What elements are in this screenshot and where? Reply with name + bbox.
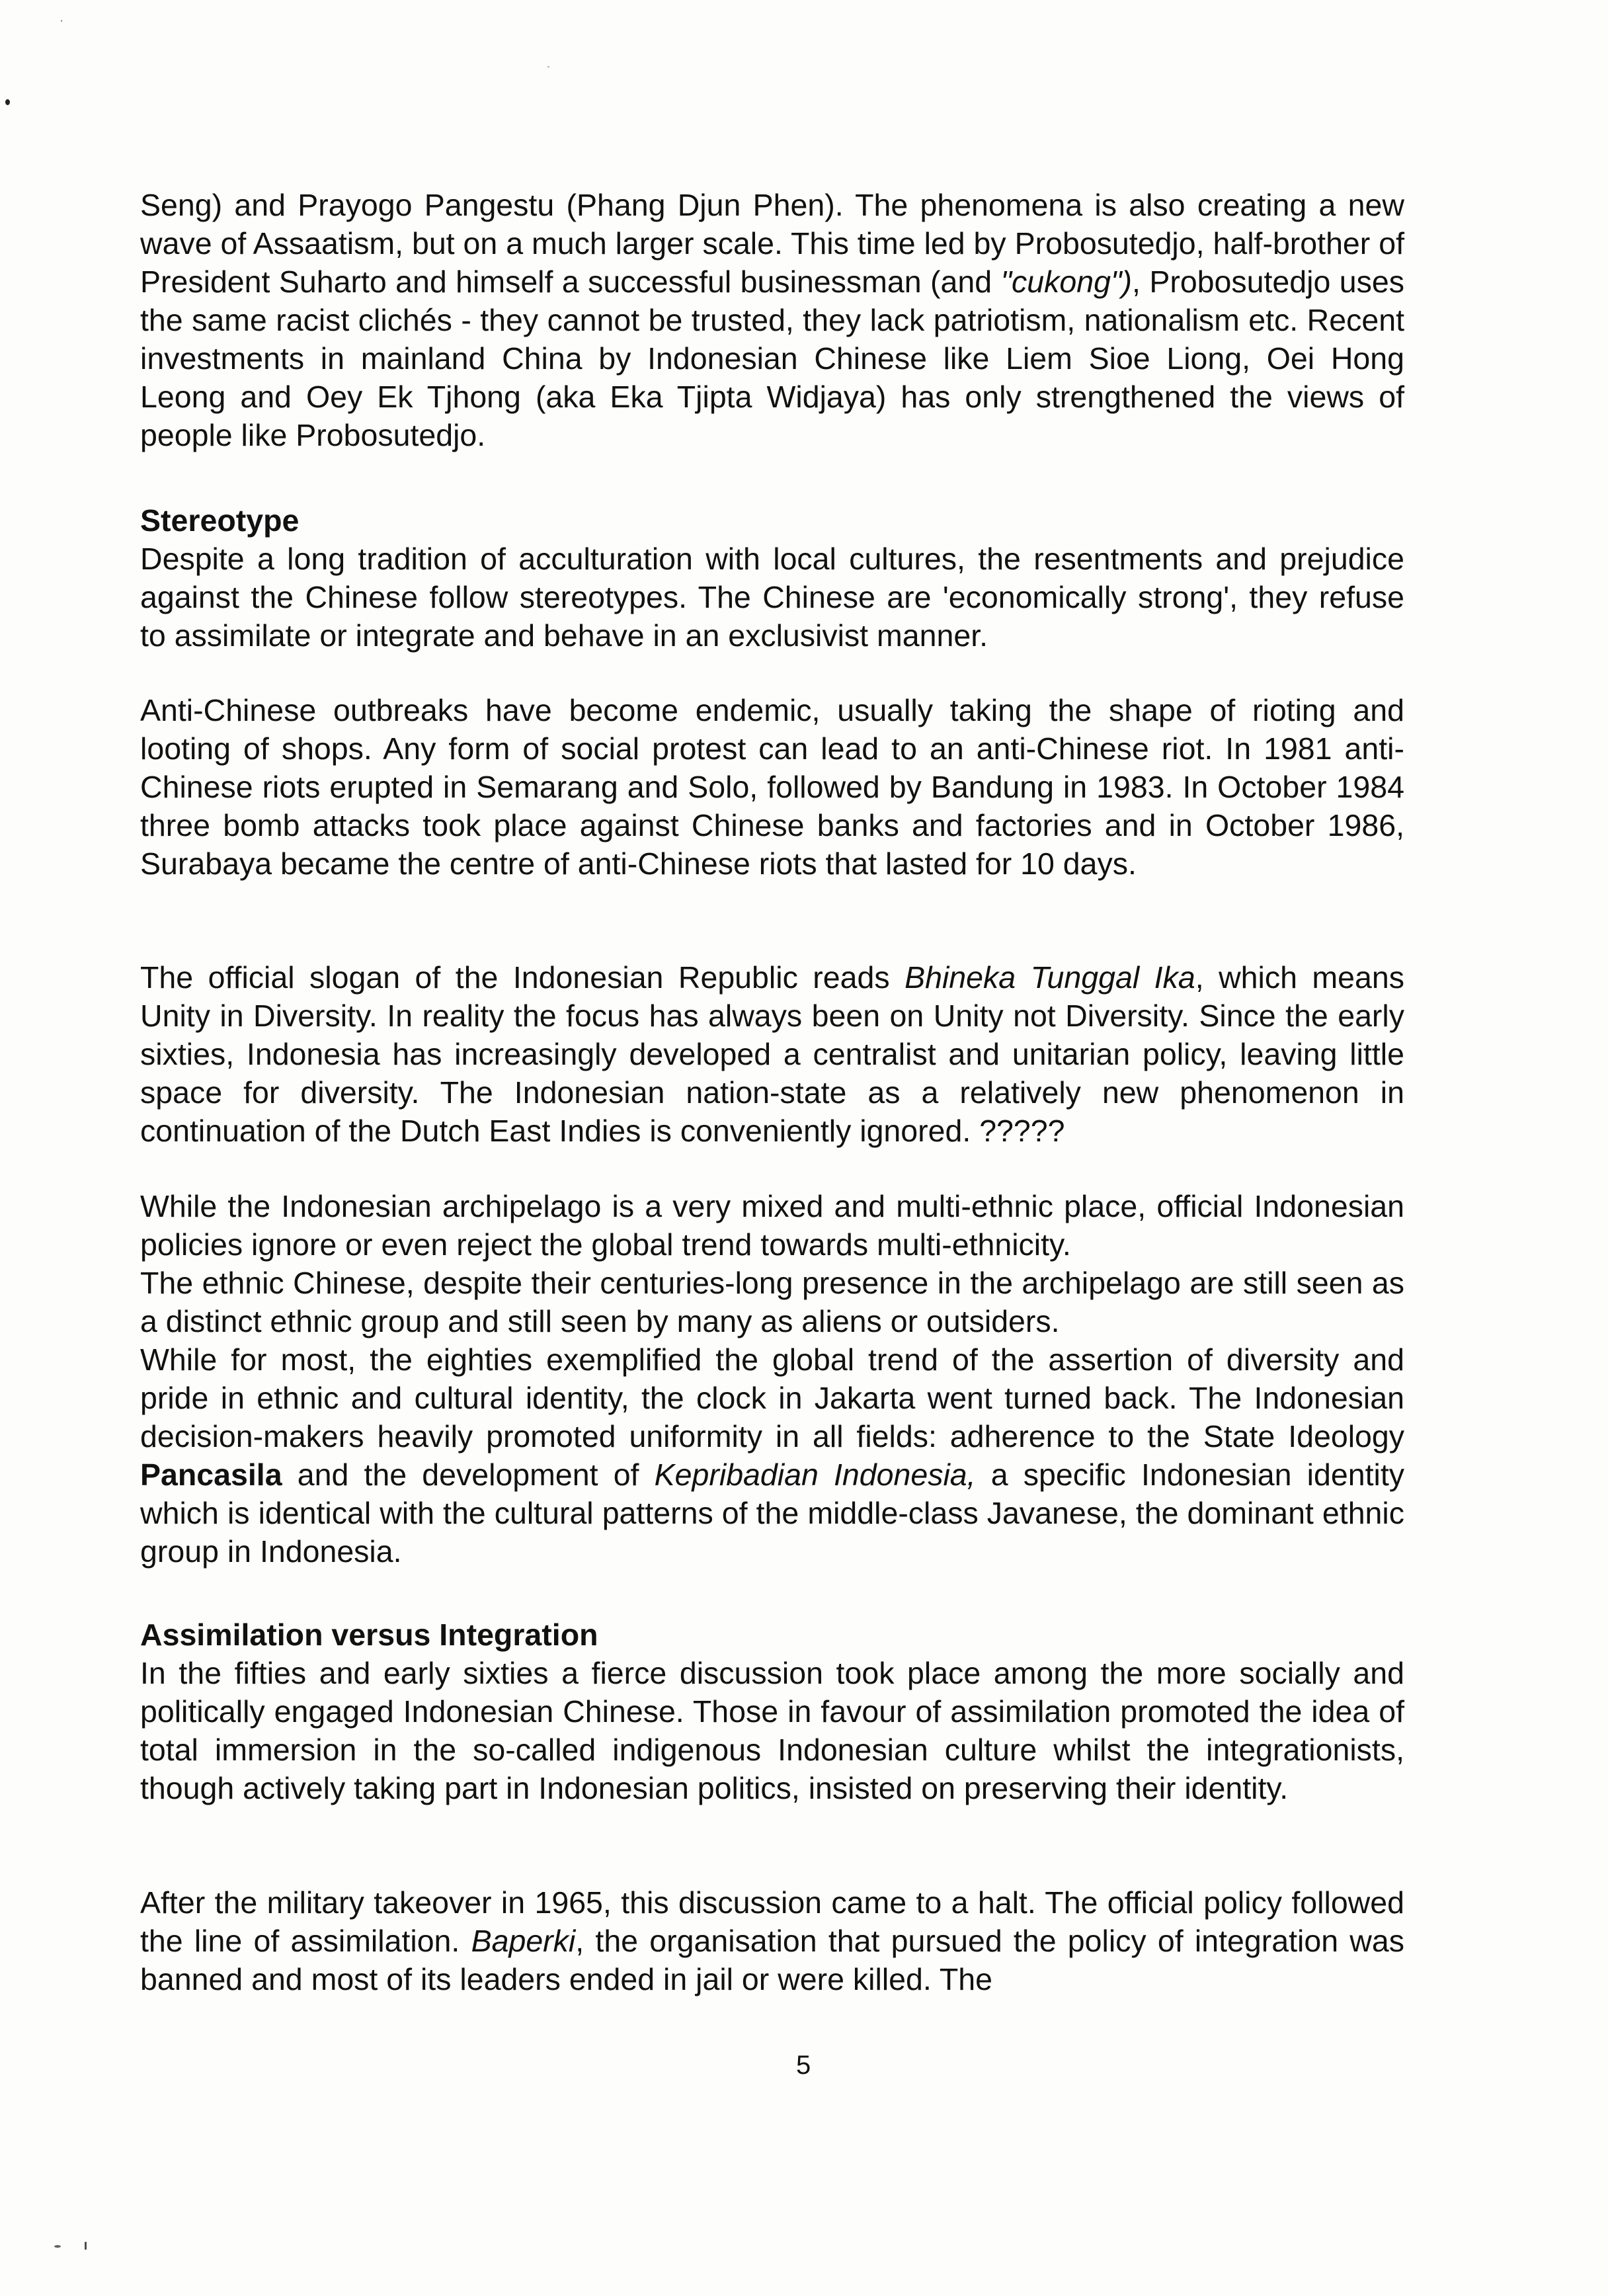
pancasila-term: Pancasila bbox=[140, 1457, 282, 1492]
baperki-term: Baperki bbox=[471, 1924, 576, 1958]
scan-speck bbox=[61, 20, 62, 22]
paragraph-text: While for most, the eighties exemplified the global trend of the assertion of diversity and pride in ethnic and cultural identity, the clock in Jakarta went turned back. The Indonesian decision-makers heavily promoted uniformity in all fields: adherence to the State Ideology bbox=[140, 1342, 1404, 1454]
body-paragraph: In the fifties and early sixties a fierce discussion took place among the more socially and politically engaged Indonesian Chinese. Those in favour of assimilation promoted the idea of total immersion in the so-called indigenous Indonesian culture whilst the integrationists, though actively taking part in Indonesian politics, insisted on preserving their identity. bbox=[140, 1656, 1404, 1805]
paragraph-text: The official slogan of the Indonesian Republic reads bbox=[140, 960, 905, 995]
body-paragraph bbox=[140, 1187, 1404, 1264]
cukong-term: "cukong") bbox=[1000, 265, 1132, 299]
paragraph-text: , the organisation that pursued the policy of integration was banned and most of its leaders ended in jail or were killed. The bbox=[140, 1924, 1404, 1996]
body-paragraph bbox=[140, 186, 1404, 454]
section-heading-stereotype: Stereotype bbox=[140, 503, 300, 538]
national-slogan: Bhineka Tunggal Ika bbox=[904, 960, 1195, 995]
scan-speck bbox=[54, 2245, 61, 2248]
paragraph-text: and the development of bbox=[282, 1457, 655, 1492]
body-paragraph bbox=[140, 958, 1404, 1150]
section-heading-assimilation: Assimilation versus Integration bbox=[140, 1618, 598, 1652]
scan-speck bbox=[5, 99, 10, 105]
paragraph-text: The ethnic Chinese, despite their centuries-long presence in the archipelago are still seen as a distinct ethnic group and still seen by many as aliens or outsiders. bbox=[140, 1266, 1404, 1338]
paragraph-text: a specific Indonesian identity which is identical with the cultural patterns of the middle-class Javanese, the dominant ethnic group in Indonesia. bbox=[140, 1457, 1404, 1569]
body-paragraph: Despite a long tradition of acculturation with local cultures, the resentments and prejudice against the Chinese follow stereotypes. The Chinese are 'economically strong', they refuse to assimilate or integrate and behave in an exclusivist manner. bbox=[140, 542, 1404, 653]
paragraph-text: After the military takeover in 1965, this discussion came to a halt. The official policy followed the line of assimilation. bbox=[140, 1885, 1404, 1958]
paragraph-text: Seng) and Prayogo Pangestu (Phang Djun Phen). The phenomena is also creating a new wave of Assaatism, but on a much larger scale. This time led by Probosutedjo, half-brother of President Suharto and himself a successful businessman (and bbox=[140, 188, 1404, 299]
body-paragraph bbox=[140, 1264, 1404, 1340]
body-paragraph bbox=[140, 1340, 1404, 1571]
scan-speck bbox=[547, 66, 549, 67]
paragraph-text: , Probosutedjo uses the same racist clichés - they cannot be trusted, they lack patriotism, nationalism etc. Recent investments in mainland China by Indonesian Chinese like Liem Sioe Liong, Oei Hong Leong and Oey Ek Tjhong (aka Eka Tjipta Widjaya) has only strengthened the views of people like Probosutedjo. bbox=[140, 265, 1404, 452]
kepribadian-term: Kepribadian Indonesia, bbox=[654, 1457, 976, 1492]
scan-speck bbox=[85, 2242, 87, 2250]
paragraph-text: While the Indonesian archipelago is a very mixed and multi-ethnic place, official Indonesian policies ignore or even reject the global trend towards multi-ethnicity. bbox=[140, 1189, 1404, 1262]
paragraph-text: , which means Unity in Diversity. In reality the focus has always been on Unity not Diversity. Since the early sixties, Indonesia has increasingly developed a centralist and unitarian policy, leaving little space for diversity. The Indonesian nation-state as a relatively new phenomenon in continuation of the Dutch East Indies is conveniently ignored. ????? bbox=[140, 960, 1404, 1148]
body-paragraph bbox=[140, 1883, 1404, 1998]
page-number: 5 bbox=[796, 2051, 811, 2080]
body-paragraph: Anti-Chinese outbreaks have become endemic, usually taking the shape of rioting and looting of shops. Any form of social protest can lead to an anti-Chinese riot. In 1981 anti-Chinese riots erupted in Semarang and Solo, followed by Bandung in 1983. In October 1984 three bomb attacks took place against Chinese banks and factories and in October 1986, Surabaya became the centre of anti-Chinese riots that lasted for 10 days. bbox=[140, 693, 1404, 881]
